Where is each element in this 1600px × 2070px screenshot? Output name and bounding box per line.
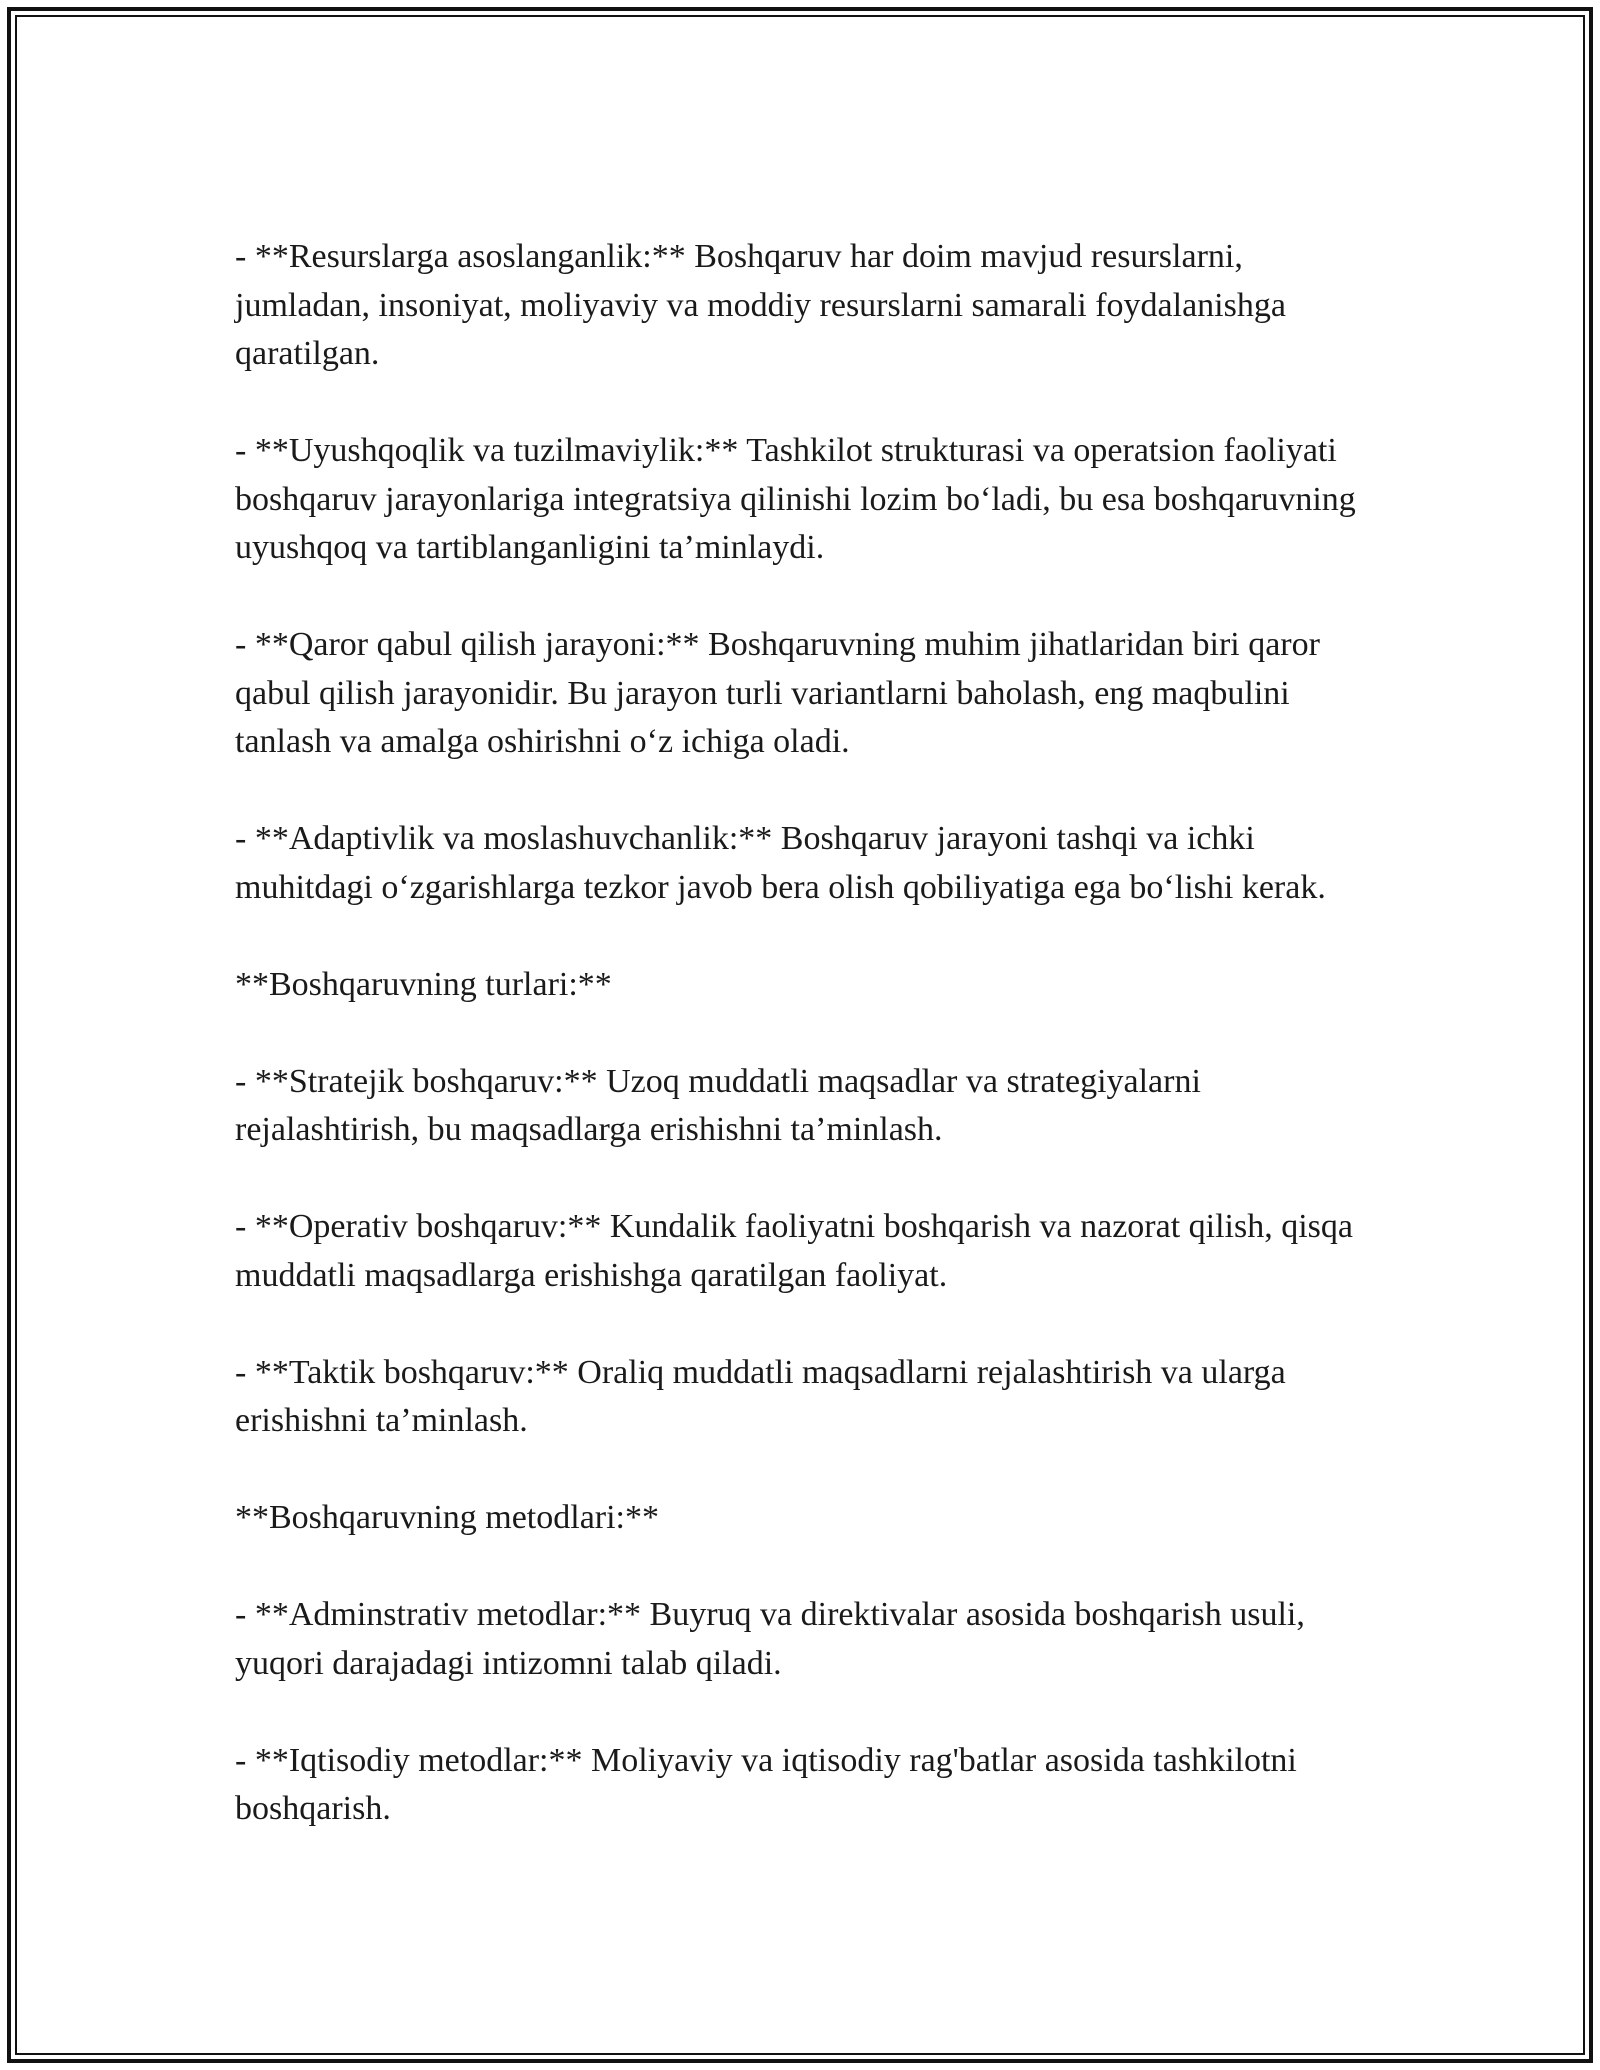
- paragraph-adaptivlik: - **Adaptivlik va moslashuvchanlik:** Boshqaruv jarayoni tashqi va ichki muhitdagi o‘zgarishlarga tezkor javob bera olish qobiliyatiga ega bo‘lishi kerak.: [235, 820, 1326, 906]
- paragraph-resurslarga-asoslanganlik: - **Resurslarga asoslanganlik:** Boshqaruv har doim mavjud resurslarni, jumladan, insoniyat, moliyaviy va moddiy resurslarni samarali foydalanishga qaratilgan.: [235, 238, 1286, 372]
- document-body: [235, 233, 1365, 1882]
- paragraph-adminstrativ-metodlar: - **Adminstrativ metodlar:** Buyruq va direktivalar asosida boshqarish usuli, yuqori darajadagi intizomni talab qiladi.: [235, 1596, 1305, 1682]
- paragraph-taktik-boshqaruv: - **Taktik boshqaruv:** Oraliq muddatli maqsadlarni rejalashtirish va ularga erishishni ta’minlash.: [235, 1353, 1286, 1439]
- paragraph-stratejik-boshqaruv: - **Stratejik boshqaruv:** Uzoq muddatli maqsadlar va strategiyalarni rejalashtirish, bu maqsadlarga erishishni ta’minlash.: [235, 1062, 1201, 1148]
- paragraph-uyushqoqlik: - **Uyushqoqlik va tuzilmaviylik:** Tashkilot strukturasi va operatsion faoliyati boshqaruv jarayonlariga integratsiya qilinishi lozim bo‘ladi, bu esa boshqaruvning uyushqoq va tartiblanganligini ta’minlaydi.: [235, 432, 1356, 566]
- paragraph-iqtisodiy-metodlar: - **Iqtisodiy metodlar:** Moliyaviy va iqtisodiy rag'batlar asosida tashkilotni boshqarish.: [235, 1741, 1297, 1827]
- paragraph-operativ-boshqaruv: - **Operativ boshqaruv:** Kundalik faoliyatni boshqarish va nazorat qilish, qisqa muddatli maqsadlarga erishishga qaratilgan faoliyat.: [235, 1208, 1353, 1294]
- paragraph-qaror-qabul-qilish: - **Qaror qabul qilish jarayoni:** Boshqaruvning muhim jihatlaridan biri qaror qabul qilish jarayonidir. Bu jarayon turli variantlarni baholash, eng maqbulini tanlash va amalga oshirishni o‘z ichiga oladi.: [235, 626, 1320, 760]
- heading-boshqaruvning-metodlari: **Boshqaruvning metodlari:**: [235, 1499, 660, 1536]
- heading-boshqaruvning-turlari: **Boshqaruvning turlari:**: [235, 965, 612, 1003]
